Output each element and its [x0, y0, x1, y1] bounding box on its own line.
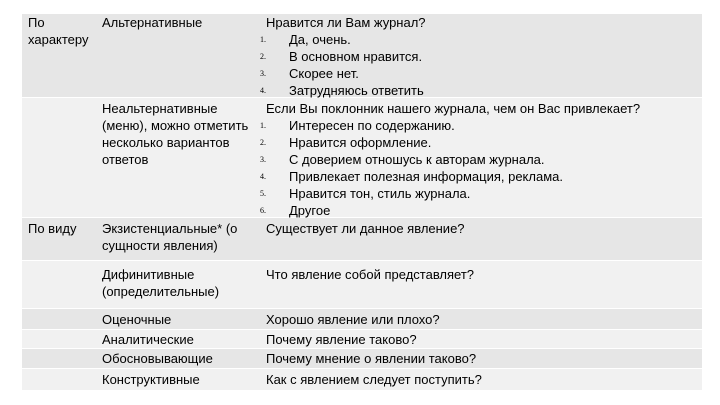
example-question: Если Вы поклонник нашего журнала, чем он Вас привлекает? — [266, 101, 641, 116]
list-item: 4. Привлекает полезная информация, реклама. — [260, 169, 563, 184]
table-row — [22, 218, 702, 261]
question-type-label: Конструктивные — [102, 372, 200, 387]
question-type-label: Обосновывающие — [102, 351, 213, 366]
list-number: 1. — [260, 121, 266, 130]
list-item: 2. В основном нравится. — [260, 49, 423, 64]
list-number: 2. — [260, 138, 266, 147]
list-item: 3. С доверием отношусь к авторам журнала. — [260, 152, 545, 167]
example-question: Почему явление таково? — [266, 332, 417, 347]
example-question: Существует ли данное явление? — [266, 221, 465, 236]
table-row — [22, 14, 702, 98]
example-cell — [260, 100, 702, 219]
question-type-label: Оценочные — [102, 312, 172, 327]
answer-list — [260, 31, 702, 99]
category-label: По виду — [28, 221, 77, 236]
list-item: 1. Да, очень. — [260, 32, 351, 47]
list-number: 1. — [260, 35, 266, 44]
example-question: Нравится ли Вам журнал? — [266, 15, 426, 30]
question-type-label: Дифинитивные (определительные) — [102, 267, 220, 299]
table-row — [22, 330, 702, 349]
list-number: 5. — [260, 189, 266, 198]
table-row — [22, 261, 702, 309]
list-number: 3. — [260, 155, 266, 164]
category-label: По характеру — [28, 15, 89, 47]
list-item: 2. Нравится оформление. — [260, 135, 432, 150]
example-question: Хорошо явление или плохо? — [266, 312, 440, 327]
list-number: 6. — [260, 206, 266, 215]
list-number: 3. — [260, 69, 266, 78]
table-row — [22, 349, 702, 369]
list-item: 3. Скорее нет. — [260, 66, 359, 81]
example-question: Почему мнение о явлении таково? — [266, 351, 477, 366]
list-item: 4. Затрудняюсь ответить — [260, 83, 424, 98]
list-item: 5. Нравится тон, стиль журнала. — [260, 186, 471, 201]
question-type-label: Аналитические — [102, 332, 194, 347]
list-item: 6. Другое — [260, 203, 331, 218]
table-row — [22, 98, 702, 218]
answer-list — [260, 117, 702, 219]
list-item: 1. Интересен по содержанию. — [260, 118, 455, 133]
list-number: 4. — [260, 172, 266, 181]
question-type-label: Экзистенциальные* (о сущности явления) — [102, 221, 238, 253]
question-type-label: Альтернативные — [102, 15, 203, 30]
list-number: 4. — [260, 86, 266, 95]
table-row — [22, 309, 702, 330]
example-question: Что явление собой представляет? — [266, 267, 475, 282]
example-cell — [260, 14, 702, 99]
list-number: 2. — [260, 52, 266, 61]
example-question: Как с явлением следует поступить? — [266, 372, 482, 387]
question-type-label: Неальтернативные (меню), можно отметить несколько вариантов ответов — [102, 101, 249, 167]
table-row — [22, 369, 702, 391]
